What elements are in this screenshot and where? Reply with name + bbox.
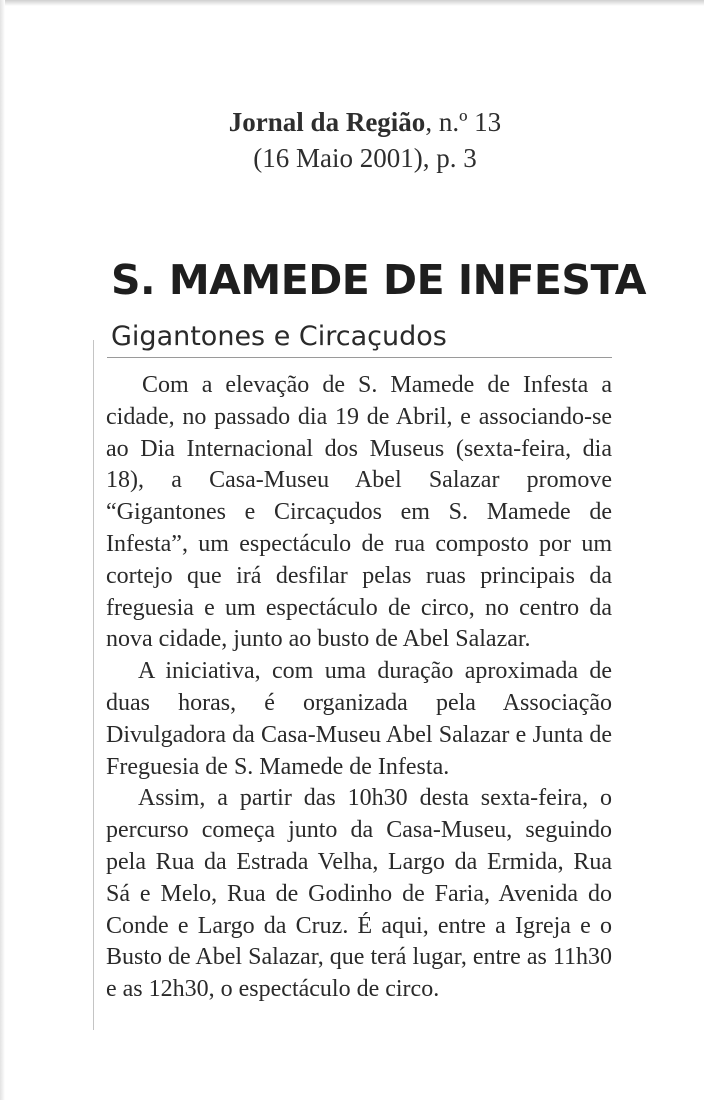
issue-number: , n.º 13: [425, 107, 502, 137]
column-rule: [93, 340, 94, 1030]
article-body: [106, 370, 612, 1006]
article-paragraph: Com a elevação de S. Mamede de Infesta a cidade, no passado dia 19 de Abril, e associando-se ao Dia Internacional dos Museus (sexta-feira, dia 18), a Casa-Museu Abel Salazar promove “Gigantones e Circaçudos em S. Mamede de Infesta”, um espectáculo de rua composto por um cortejo que irá desfilar pelas ruas principais da freguesia e um espectáculo de circo, no centro da nova cidade, junto ao busto de Abel Salazar.: [106, 372, 612, 653]
article-subheadline: Gigantones e Circaçudos: [111, 321, 447, 352]
article-paragraph: A iniciativa, com uma duração aproximada de duas horas, é organizada pela Associação Divulgadora da Casa-Museu Abel Salazar e Junta de Freguesia de S. Mamede de Infesta.: [106, 658, 612, 780]
citation-line-publication: [0, 104, 704, 140]
publication-name: Jornal da Região: [228, 107, 426, 137]
article-headline: S. MAMEDE DE INFESTA: [111, 256, 646, 304]
scan-edge-top: [0, 0, 704, 6]
article-paragraph: Assim, a partir das 10h30 desta sexta-feira, o percurso começa junto da Casa-Museu, seguindo pela Rua da Estrada Velha, Largo da Ermida, Rua Sá e Melo, Rua de Godinho de Faria, Avenida do Conde e Largo da Cruz. É aqui, entre a Igreja e o Busto de Abel Salazar, que terá lugar, entre as 11h30 e as 12h30, o espectáculo de circo.: [106, 785, 612, 1003]
subheadline-rule: [107, 357, 612, 358]
citation-line-date: (16 Maio 2001), p. 3: [253, 143, 477, 173]
